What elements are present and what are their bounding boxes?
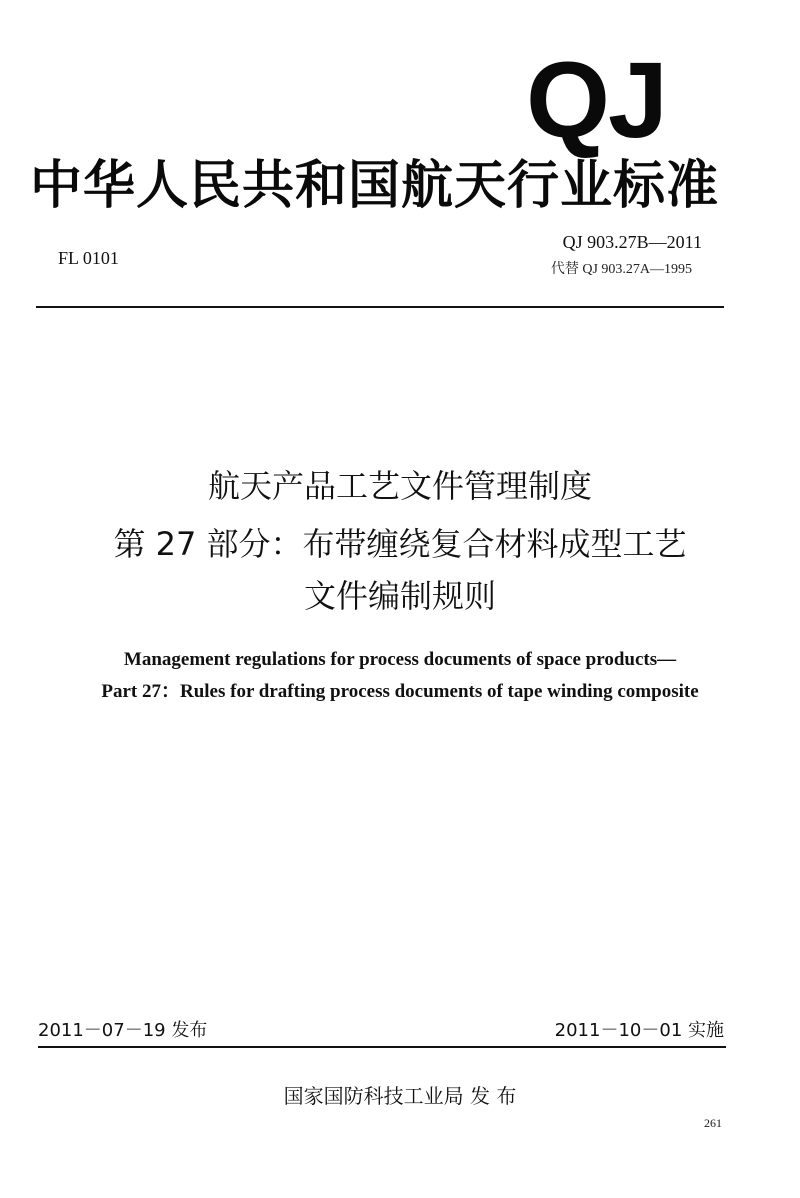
title-en-line-1: Management regulations for process documents of space products— bbox=[123, 649, 677, 670]
standard-number: QJ 903.27B—2011 bbox=[562, 232, 702, 252]
qj-logo: QJ bbox=[526, 39, 667, 160]
title-zh-line-2: 第 27 部分：布带缠绕复合材料成型工艺 bbox=[113, 525, 687, 563]
page-number: 261 bbox=[704, 1116, 722, 1130]
standard-category-title: 中华人民共和国航天行业标准 bbox=[30, 156, 720, 216]
title-zh-line-1: 航天产品工艺文件管理制度 bbox=[207, 467, 592, 505]
implementation-date: 2011－10－01 实施 bbox=[554, 1020, 724, 1041]
header-divider bbox=[36, 306, 724, 308]
issuing-authority: 国家国防科技工业局 发 布 bbox=[283, 1084, 517, 1108]
release-date: 2011－07－19 发布 bbox=[38, 1020, 208, 1041]
replaces-standard: 代替 QJ 903.27A—1995 bbox=[550, 262, 692, 277]
title-zh-line-3: 文件编制规则 bbox=[303, 577, 496, 615]
footer-divider bbox=[38, 1046, 726, 1048]
title-en-line-2: Part 27：Rules for drafting process documents of tape winding composite bbox=[101, 681, 699, 702]
classification-code: FL 0101 bbox=[58, 248, 119, 268]
